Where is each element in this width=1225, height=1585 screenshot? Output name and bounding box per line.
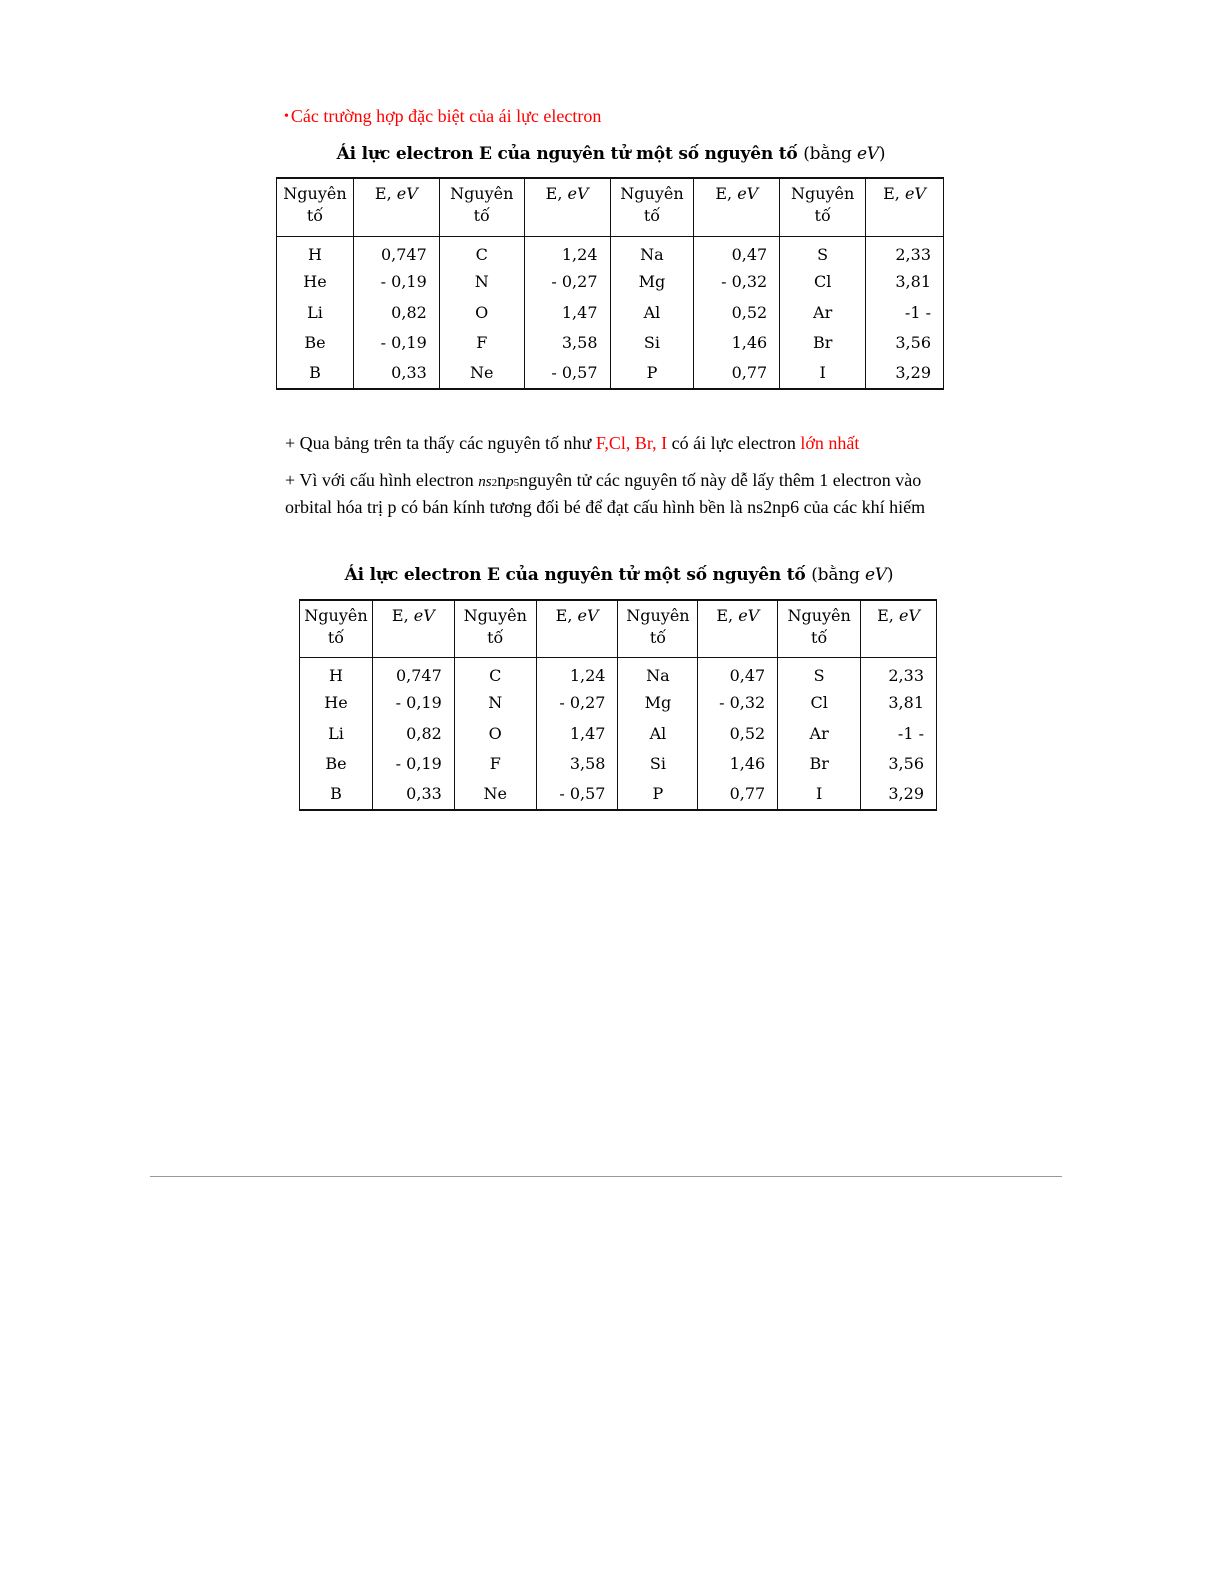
column-header-element: Nguyên tố (439, 178, 524, 236)
element-symbol-cell: F (439, 328, 524, 359)
element-symbol-cell: S (778, 657, 861, 688)
affinity-value-cell: - 0,19 (353, 328, 439, 359)
element-symbol-cell: Si (610, 328, 694, 359)
element-symbol-cell: P (610, 358, 694, 389)
table-row (300, 779, 937, 810)
affinity-value-cell: 3,81 (861, 688, 937, 719)
element-symbol-cell: F (454, 749, 536, 780)
column-header-element: Nguyên tố (277, 178, 354, 236)
affinity-value-cell: - 0,57 (524, 358, 610, 389)
affinity-value-cell: 0,33 (353, 358, 439, 389)
column-header-energy: E, eV (353, 178, 439, 236)
table-row (300, 688, 937, 719)
element-symbol-cell: Na (610, 236, 694, 267)
affinity-value-cell: -1 - (861, 718, 937, 749)
table-row (277, 358, 944, 389)
affinity-table-image-2 (299, 563, 939, 813)
paragraph-2: + Vì với cấu hình electron ns2np5nguyên tử các nguyên tố này dễ lấy thêm 1 electron vào orbital hóa trị p có bán kính tương đối bé để đạt cấu hình bền là ns2np6 của các khí hiếm (285, 470, 926, 517)
affinity-value-cell: 1,46 (694, 328, 780, 359)
table-row (300, 657, 937, 688)
paragraph-1: + Qua bảng trên ta thấy các nguyên tố như F,Cl, Br, I có ái lực electron lớn nhất (285, 433, 860, 453)
element-symbol-cell: Li (277, 297, 354, 328)
column-header-element: Nguyên tố (300, 600, 373, 657)
element-symbol-cell: Ne (454, 779, 536, 810)
affinity-value-cell: 3,81 (866, 267, 944, 298)
column-header-energy: E, eV (372, 600, 454, 657)
affinity-value-cell: 3,58 (536, 749, 618, 780)
affinity-value-cell: 1,24 (524, 236, 610, 267)
element-symbol-cell: Br (778, 749, 861, 780)
affinity-value-cell: 3,56 (866, 328, 944, 359)
element-symbol-cell: S (780, 236, 866, 267)
affinity-value-cell: 2,33 (861, 657, 937, 688)
element-symbol-cell: N (454, 688, 536, 719)
column-header-energy: E, eV (694, 178, 780, 236)
column-header-energy: E, eV (524, 178, 610, 236)
affinity-value-cell: 0,747 (372, 657, 454, 688)
element-symbol-cell: Be (277, 328, 354, 359)
affinity-table (299, 599, 937, 811)
affinity-value-cell: 2,33 (866, 236, 944, 267)
column-header-element: Nguyên tố (780, 178, 866, 236)
column-header-element: Nguyên tố (454, 600, 536, 657)
column-header-element: Nguyên tố (610, 178, 694, 236)
element-symbol-cell: Li (300, 718, 373, 749)
affinity-value-cell: 3,29 (861, 779, 937, 810)
affinity-value-cell: - 0,19 (353, 267, 439, 298)
table-row (300, 749, 937, 780)
table-caption: Ái lực electron E của nguyên tử một số nguyên tố (bằng eV) (336, 144, 886, 164)
affinity-value-cell: - 0,32 (694, 267, 780, 298)
affinity-table (276, 177, 944, 390)
heading-text: Các trường hợp đặc biệt của ái lực electron (290, 106, 602, 126)
affinity-value-cell: 0,47 (694, 236, 780, 267)
affinity-value-cell: 0,77 (694, 358, 780, 389)
column-header-energy: E, eV (866, 178, 944, 236)
element-symbol-cell: He (300, 688, 373, 719)
element-symbol-cell: Na (618, 657, 698, 688)
element-symbol-cell: N (439, 267, 524, 298)
element-symbol-cell: Ne (439, 358, 524, 389)
column-header-element: Nguyên tố (778, 600, 861, 657)
affinity-value-cell: 0,747 (353, 236, 439, 267)
element-symbol-cell: Al (610, 297, 694, 328)
affinity-value-cell: - 0,27 (536, 688, 618, 719)
affinity-value-cell: 1,24 (536, 657, 618, 688)
element-symbol-cell: O (439, 297, 524, 328)
affinity-value-cell: 0,52 (694, 297, 780, 328)
element-symbol-cell: Mg (618, 688, 698, 719)
element-symbol-cell: He (277, 267, 354, 298)
affinity-value-cell: -1 - (866, 297, 944, 328)
affinity-value-cell: 0,47 (698, 657, 778, 688)
table-caption: Ái lực electron E của nguyên tử một số nguyên tố (bằng eV) (344, 565, 894, 585)
column-header-energy: E, eV (536, 600, 618, 657)
element-symbol-cell: Ar (780, 297, 866, 328)
affinity-value-cell: 3,29 (866, 358, 944, 389)
element-symbol-cell: H (300, 657, 373, 688)
affinity-value-cell: - 0,19 (372, 688, 454, 719)
column-header-element: Nguyên tố (618, 600, 698, 657)
affinity-value-cell: 0,82 (353, 297, 439, 328)
affinity-value-cell: 3,58 (524, 328, 610, 359)
affinity-value-cell: 0,52 (698, 718, 778, 749)
affinity-value-cell: - 0,57 (536, 779, 618, 810)
affinity-value-cell: 1,47 (524, 297, 610, 328)
element-symbol-cell: Al (618, 718, 698, 749)
element-symbol-cell: I (778, 779, 861, 810)
table-row (277, 297, 944, 328)
element-symbol-cell: Cl (778, 688, 861, 719)
page-divider (150, 1176, 1062, 1177)
element-symbol-cell: Cl (780, 267, 866, 298)
element-symbol-cell: O (454, 718, 536, 749)
affinity-value-cell: - 0,27 (524, 267, 610, 298)
table-row (277, 236, 944, 267)
affinity-value-cell: 3,56 (861, 749, 937, 780)
element-symbol-cell: Ar (778, 718, 861, 749)
element-symbol-cell: B (277, 358, 354, 389)
affinity-value-cell: 0,33 (372, 779, 454, 810)
affinity-value-cell: 0,77 (698, 779, 778, 810)
affinity-value-cell: 0,82 (372, 718, 454, 749)
column-header-energy: E, eV (861, 600, 937, 657)
element-symbol-cell: B (300, 779, 373, 810)
element-symbol-cell: Si (618, 749, 698, 780)
element-symbol-cell: Mg (610, 267, 694, 298)
affinity-value-cell: - 0,19 (372, 749, 454, 780)
bullet-icon: • (284, 109, 289, 124)
element-symbol-cell: C (454, 657, 536, 688)
element-symbol-cell: P (618, 779, 698, 810)
element-symbol-cell: Br (780, 328, 866, 359)
table-row (277, 267, 944, 298)
element-symbol-cell: H (277, 236, 354, 267)
affinity-value-cell: 1,47 (536, 718, 618, 749)
column-header-energy: E, eV (698, 600, 778, 657)
affinity-table-image-1 (276, 142, 946, 392)
element-symbol-cell: Be (300, 749, 373, 780)
table-row (277, 328, 944, 359)
affinity-value-cell: - 0,32 (698, 688, 778, 719)
section-heading (284, 106, 601, 127)
element-symbol-cell: I (780, 358, 866, 389)
affinity-value-cell: 1,46 (698, 749, 778, 780)
element-symbol-cell: C (439, 236, 524, 267)
table-row (300, 718, 937, 749)
